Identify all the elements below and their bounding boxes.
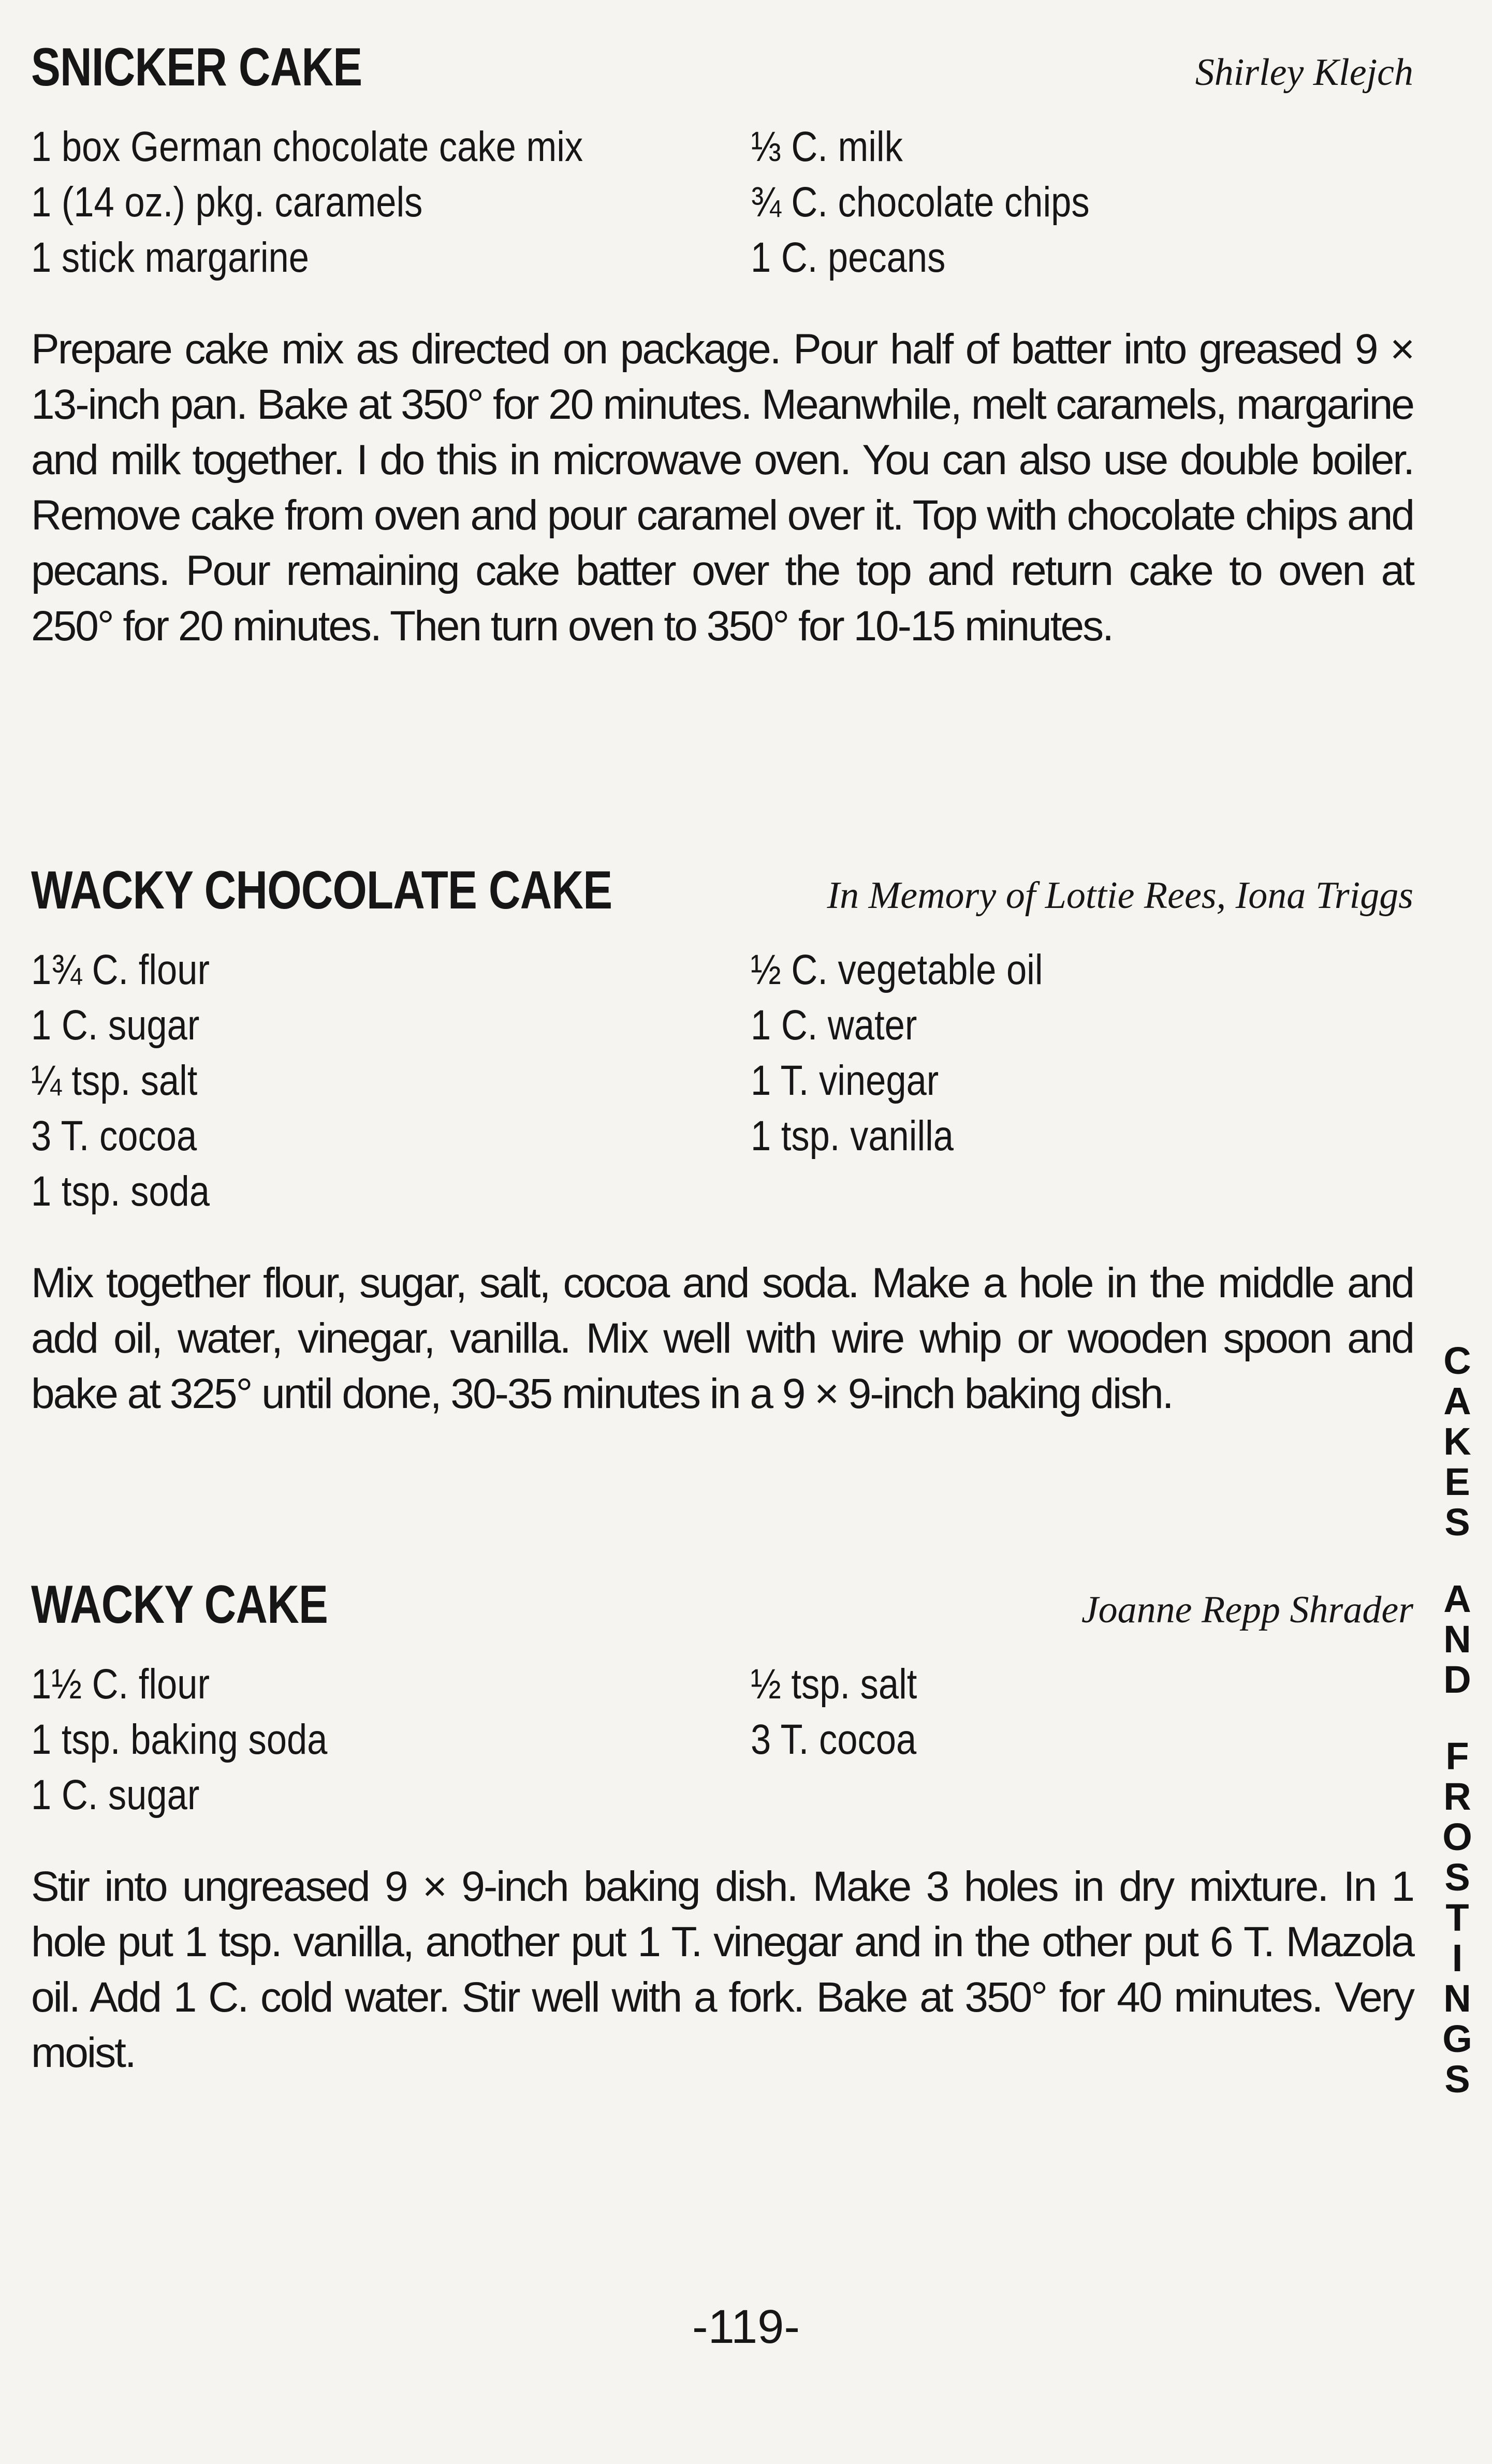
ingredient: 1 (14 oz.) pkg. caramels [31, 179, 423, 226]
ingredient: 1 C. water [751, 1002, 917, 1049]
tab-letter: D [1443, 1658, 1471, 1701]
recipe-title: SNICKER CAKE [31, 37, 362, 97]
tab-letter: S [1444, 1501, 1470, 1544]
tab-letter: A [1443, 1380, 1471, 1422]
ingredient: 3 T. cocoa [31, 1112, 197, 1160]
ingredient: 1 box German chocolate cake mix [31, 123, 583, 170]
ingredient-list [31, 119, 1413, 285]
recipe-byline: Shirley Klejch [1195, 51, 1413, 94]
ingredient: 1 tsp. vanilla [751, 1112, 954, 1160]
ingredient-column-left [31, 942, 751, 1219]
ingredient-column-left [31, 1656, 751, 1823]
ingredient: 1 tsp. baking soda [31, 1716, 328, 1763]
ingredient: 1½ C. flour [31, 1661, 210, 1708]
tab-letter: S [1444, 2058, 1470, 2101]
tab-gap [1434, 1543, 1481, 1579]
chapter-side-tab [1434, 1341, 1481, 2100]
tab-letter: N [1443, 1977, 1471, 2020]
ingredient-column-left [31, 119, 751, 285]
tab-letter: O [1442, 1815, 1472, 1858]
ingredient: 1 C. pecans [751, 234, 946, 281]
tab-letter: R [1443, 1775, 1471, 1818]
tab-letter: S [1444, 1856, 1470, 1899]
ingredient: ¼ tsp. salt [31, 1057, 198, 1104]
ingredient-column-right [751, 1656, 1413, 1823]
recipe-header [31, 859, 1413, 921]
ingredient-list [31, 1656, 1413, 1823]
ingredient: 1 T. vinegar [751, 1057, 939, 1104]
tab-letter: F [1445, 1735, 1469, 1778]
ingredient: 1¾ C. flour [31, 946, 210, 993]
tab-letter: C [1443, 1339, 1471, 1382]
recipe-directions: Mix together flour, sugar, salt, cocoa and soda. Make a hole in the middle and add oil, water, vinegar, vanilla. Mix well with wire whip or wooden spoon and bake at 325° until done, 30-35 minutes in a 9 × 9-inch baking dish. [31, 1259, 1413, 1417]
tab-letter: I [1452, 1937, 1463, 1979]
recipe-header [31, 36, 1413, 98]
ingredient: 1 tsp. soda [31, 1168, 210, 1215]
ingredient: 3 T. cocoa [751, 1716, 917, 1763]
recipe-snicker-cake [31, 36, 1413, 654]
page-number: -119- [692, 2300, 800, 2353]
recipe-title: WACKY CAKE [31, 1575, 328, 1635]
ingredient-list [31, 942, 1413, 1219]
recipe-wacky-cake [31, 1574, 1413, 2080]
tab-gap [1434, 1700, 1481, 1736]
recipe-title: WACKY CHOCOLATE CAKE [31, 860, 612, 920]
tab-letter: A [1443, 1577, 1471, 1620]
ingredient: ½ tsp. salt [751, 1661, 917, 1708]
recipe-wacky-chocolate-cake [31, 859, 1413, 1421]
tab-letter: E [1444, 1460, 1470, 1503]
recipe-header [31, 1574, 1413, 1636]
ingredient: ¾ C. chocolate chips [751, 179, 1090, 226]
ingredient: 1 C. sugar [31, 1002, 200, 1049]
recipe-byline: Joanne Repp Shrader [1081, 1589, 1413, 1631]
tab-letter: G [1442, 2017, 1472, 2060]
ingredient: ⅓ C. milk [751, 123, 903, 170]
recipe-byline: In Memory of Lottie Rees, Iona Triggs [827, 874, 1413, 917]
ingredient-column-right [751, 119, 1413, 285]
recipe-directions: Stir into ungreased 9 × 9-inch baking dish. Make 3 holes in dry mixture. In 1 hole put 1 tsp. vanilla, another put 1 T. vinegar and in the other put 6 T. Mazola oil. Add 1 C. cold water. Stir well with a fork. Bake at 350° for 40 minutes. Very moist. [31, 1863, 1413, 2076]
ingredient: 1 C. sugar [31, 1771, 200, 1818]
recipe-directions: Prepare cake mix as directed on package. Pour half of batter into greased 9 × 13-inch pan. Bake at 350° for 20 minutes. Meanwhile, melt caramels, margarine and milk together. I do this in microwave oven. You can also use double boiler. Remove cake from oven and pour caramel over it. Top with chocolate chips and pecans. Pour remaining cake batter over the top and return cake to oven at 250° for 20 minutes. Then turn oven to 350° for 10-15 minutes. [31, 326, 1413, 650]
tab-letter: T [1445, 1896, 1469, 1939]
ingredient: 1 stick margarine [31, 234, 309, 281]
tab-letter: K [1443, 1420, 1471, 1463]
tab-letter: N [1443, 1618, 1471, 1661]
ingredient: ½ C. vegetable oil [751, 946, 1043, 993]
ingredient-column-right [751, 942, 1413, 1219]
